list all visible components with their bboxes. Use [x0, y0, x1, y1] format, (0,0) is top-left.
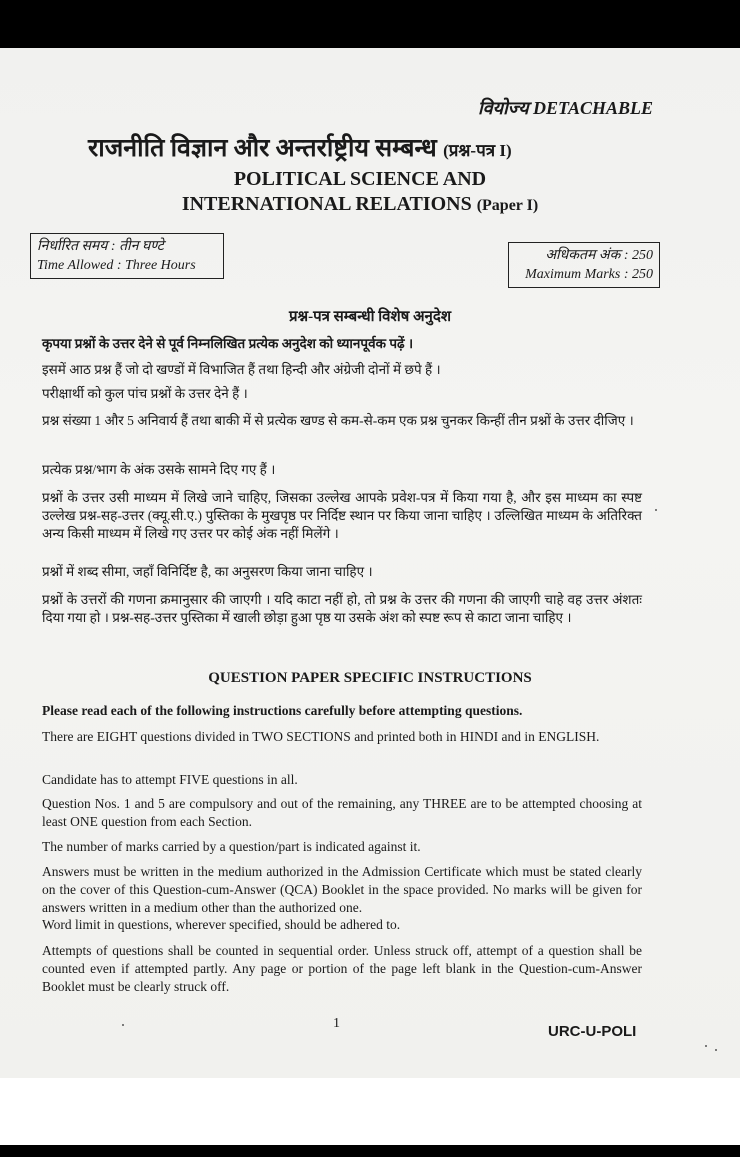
- hindi-intro: कृपया प्रश्नों के उत्तर देने से पूर्व निम्नलिखित प्रत्येक अनुदेश को ध्यानपूर्वक पढ़ें ।: [42, 336, 414, 351]
- hindi-instruction-2: परीक्षार्थी को कुल पांच प्रश्नों के उत्तर देने हैं ।: [42, 386, 248, 401]
- english-instruction-3: Question Nos. 1 and 5 are compulsory and out of the remaining, any THREE are to be attempted choosing at least ONE question from each Section.: [42, 796, 642, 829]
- document-code: URC-U-POLI: [548, 1023, 637, 1040]
- time-allowed-hindi: निर्धारित समय : तीन घण्टे: [37, 239, 164, 254]
- speck: [122, 1024, 124, 1026]
- hindi-instruction-1: इसमें आठ प्रश्न हैं जो दो खण्डों में विभाजित हैं तथा हिन्दी और अंग्रेजी दोनों में छपे हैं ।: [42, 362, 441, 377]
- hindi-instructions-heading: प्रश्न-पत्र सम्बन्धी विशेष अनुदेश: [288, 309, 452, 325]
- time-allowed-english: Time Allowed : Three Hours: [37, 258, 196, 273]
- english-intro: Please read each of the following instructions carefully before attempting questions.: [42, 703, 523, 718]
- english-instructions-heading: QUESTION PAPER SPECIFIC INSTRUCTIONS: [208, 670, 532, 686]
- english-title-line2: [150, 192, 570, 218]
- english-title: [150, 167, 570, 218]
- speck: [715, 1049, 717, 1051]
- english-instruction-2: Candidate has to attempt FIVE questions in all.: [42, 772, 298, 787]
- hindi-instruction-6: प्रश्नों में शब्द सीमा, जहाँ विनिर्दिष्ट है, का अनुसरण किया जाना चाहिए ।: [42, 564, 373, 579]
- top-black-bar: [0, 0, 740, 48]
- time-allowed-box: [30, 233, 224, 279]
- hindi-instruction-5: प्रश्नों के उत्तर उसी माध्यम में लिखे जाने चाहिए, जिसका उल्लेख आपके प्रवेश-पत्र में किया गया है, और इस माध्यम का स्पष्ट उल्लेख प्रश्न-सह-उत्तर (क्यू.सी.ए.) पुस्तिका के मुखपृष्ठ पर निर्दिष्ट स्थान पर किया जाना चाहिए । उल्लिखित माध्यम के अतिरिक्त अन्य किसी माध्यम में लिखे गए उत्तर पर कोई अंक नहीं मिलेंगे ।: [42, 490, 642, 541]
- hindi-paper-tag: (प्रश्न-पत्र I): [443, 141, 512, 160]
- maximum-marks-box: [508, 242, 660, 288]
- hindi-title: [88, 130, 512, 164]
- hindi-title-text: राजनीति विज्ञान और अन्तर्राष्ट्रीय सम्बन्ध: [88, 135, 437, 162]
- maximum-marks-english: Maximum Marks : 250: [525, 267, 653, 282]
- english-instruction-5: Answers must be written in the medium authorized in the Admission Certificate which must be stated clearly on the cover of this Question-cum-Answer (QCA) Booklet in the space provided. No marks will be given for answers written in a medium other than the authorized one.: [42, 864, 642, 915]
- english-instruction-1: There are EIGHT questions divided in TWO SECTIONS and printed both in HINDI and in ENGLISH.: [42, 729, 600, 744]
- detachable-label: वियोज्य DETACHABLE: [478, 98, 654, 118]
- maximum-marks-hindi: अधिकतम अंक : 250: [545, 248, 653, 263]
- english-paper-tag: (Paper I): [476, 197, 539, 214]
- english-instruction-4: The number of marks carried by a question/part is indicated against it.: [42, 839, 421, 854]
- english-instruction-7: Attempts of questions shall be counted in sequential order. Unless struck off, attempt of a question shall be counted even if attempted partly. Any page or portion of the page left blank in the Question-cum-Answer Booklet must be clearly struck off.: [42, 943, 642, 994]
- page-number: 1: [333, 1016, 340, 1031]
- english-title-line1: POLITICAL SCIENCE AND: [233, 168, 487, 190]
- english-title-line2-text: INTERNATIONAL RELATIONS: [181, 193, 472, 215]
- exam-paper-page: [0, 48, 740, 1078]
- hindi-instruction-4: प्रत्येक प्रश्न/भाग के अंक उसके सामने दिए गए हैं ।: [42, 462, 276, 477]
- speck: [705, 1045, 707, 1047]
- english-instruction-6: Word limit in questions, wherever specified, should be adhered to.: [42, 917, 401, 932]
- hindi-instruction-3: प्रश्न संख्या 1 और 5 अनिवार्य हैं तथा बाकी में से प्रत्येक खण्ड से कम-से-कम एक प्रश्न चुनकर किन्हीं तीन प्रश्नों के उत्तर दीजिए ।: [42, 413, 634, 428]
- hindi-instruction-7: प्रश्नों के उत्तरों की गणना क्रमानुसार की जाएगी । यदि काटा नहीं हो, तो प्रश्न के उत्तर की गणना की जाएगी चाहे वह उत्तर अंशतः दिया गया हो । प्रश्न-सह-उत्तर पुस्तिका में खाली छोड़ा हुआ पृष्ठ या उसके अंश को स्पष्ट रूप से काटा जाना चाहिए ।: [42, 592, 642, 625]
- bottom-black-bar: [0, 1145, 740, 1157]
- speck: [655, 509, 657, 511]
